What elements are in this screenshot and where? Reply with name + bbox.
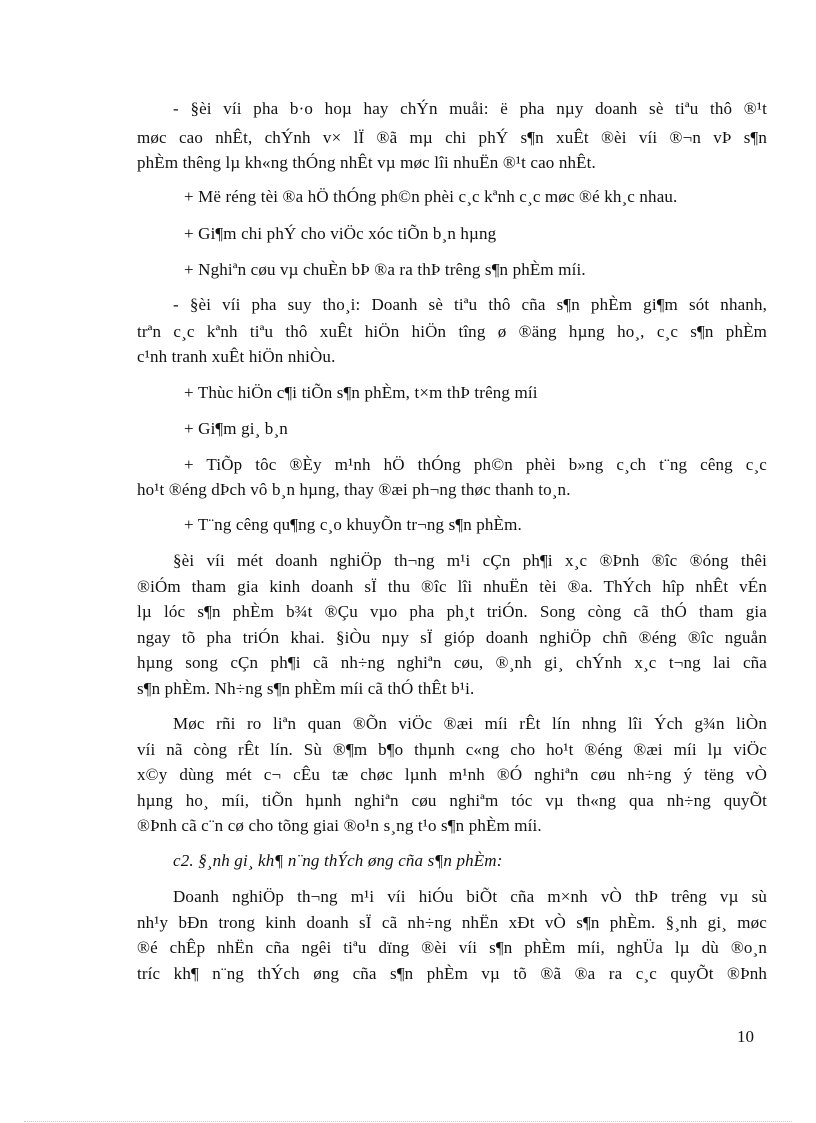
text-line: + Thùc hiÖn c¶i tiÕn s¶n phÈm, t×m thÞ trêng míi bbox=[184, 383, 538, 402]
text-line: ®é chÊp nhËn cña ngêi tiªu dïng ®èi víi s¶n phÈm míi, nghÜa lµ dù ®o¸n bbox=[137, 938, 767, 957]
text-line: Doanh nghiÖp th¬ng m¹i víi hiÓu biÕt cña m×nh vÒ thÞ trêng vµ sù bbox=[173, 887, 767, 906]
text-line: lµ lóc s¶n phÈm b¾t ®Çu vµo pha ph¸t triÓn. Song còng cã thÓ tham gia bbox=[137, 602, 767, 621]
text-line: x©y dùng mét c¬ cÊu tæ chøc lµnh m¹nh ®Ó nghiªn cøu nh÷ng ý tëng vÒ bbox=[137, 765, 767, 784]
text-line: ngay tõ pha triÓn khai. §iÒu nµy sÏ gióp doanh nghiÖp chñ ®éng ®îc nguån bbox=[137, 628, 767, 647]
text-line: + T¨ng cêng qu¶ng c¸o khuyÕn tr¬ng s¶n phÈm. bbox=[184, 515, 522, 534]
text-line: víi nã còng rÊt lín. Sù ®¶m b¶o thµnh c«ng cho ho¹t ®éng ®æi míi lµ viÖc bbox=[137, 740, 767, 759]
text-line: møc cao nhÊt, chÝnh v× lÏ ®ã mµ chi phÝ s¶n xuÊt ®èi víi ®¬n vÞ s¶n bbox=[137, 128, 767, 147]
text-line: §èi víi mét doanh nghiÖp th¬ng m¹i cÇn ph¶i x¸c ®Þnh ®îc ®óng thêi bbox=[173, 551, 767, 570]
text-line: ho¹t ®éng dÞch vô b¸n hµng, thay ®æi ph¬ng thøc thanh to¸n. bbox=[137, 480, 571, 499]
text-line: + Gi¶m gi¸ b¸n bbox=[184, 419, 288, 438]
page-number: 10 bbox=[737, 1027, 754, 1046]
text-line: trªn c¸c kªnh tiªu thô xuÊt hiÖn hiÖn tîng ø ®äng hµng ho¸, c¸c s¶n phÈm bbox=[137, 322, 767, 341]
text-line: hµng song cÇn ph¶i cã nh÷ng nghiªn cøu, ®¸nh gi¸ chÝnh x¸c t¬ng lai cña bbox=[137, 653, 767, 672]
text-line: - §èi víi pha b·o hoµ hay chÝn muåi: ë pha nµy doanh sè tiªu thô ®¹t bbox=[173, 99, 767, 118]
text-line: + Gi¶m chi phÝ cho viÖc xóc tiÕn b¸n hµng bbox=[184, 224, 497, 243]
text-line: ®iÓm tham gia kinh doanh sÏ thu ®îc lîi nhuËn tèi ®a. ThÝch hîp nhÊt vÉn bbox=[137, 577, 767, 596]
text-line: + Nghiªn cøu vµ chuÈn bÞ ®a ra thÞ trêng s¶n phÈm míi. bbox=[184, 260, 586, 279]
text-line: hµng ho¸ míi, tiÕn hµnh nghiªn cøu nghiªm tóc vµ th«ng qua nh÷ng quyÕt bbox=[137, 791, 767, 810]
section-heading: c2. §¸nh gi¸ kh¶ n¨ng thÝch øng cña s¶n phÈm: bbox=[173, 851, 503, 870]
text-line: phÈm thêng lµ kh«ng thÓng nhÊt vµ møc lîi nhuËn ®¹t cao nhÊt. bbox=[137, 153, 596, 172]
text-line: - §èi víi pha suy tho¸i: Doanh sè tiªu thô cña s¶n phÈm gi¶m sót nhanh, bbox=[173, 295, 767, 314]
text-line: ®Þnh cã c¨n cø cho tõng giai ®o¹n s¸ng t¹o s¶n phÈm míi. bbox=[137, 816, 542, 835]
text-line: s¶n phÈm. Nh÷ng s¶n phÈm míi cã thÓ thÊt b¹i. bbox=[137, 679, 475, 698]
text-line: + Më réng tèi ®a hÖ thÓng ph©n phèi c¸c kªnh c¸c møc ®é kh¸c nhau. bbox=[184, 187, 678, 206]
text-line: + TiÕp tôc ®Èy m¹nh hÖ thÓng ph©n phèi b»ng c¸ch t¨ng cêng c¸c bbox=[184, 455, 767, 474]
text-line: tríc kh¶ n¨ng thÝch øng cña s¶n phÈm vµ tõ ®ã ®a ra c¸c quyÕt ®Þnh bbox=[137, 964, 767, 983]
text-line: nh¹y bÐn trong kinh doanh sÏ cã nh÷ng nhËn xÐt vÒ s¶n phÈm. §¸nh gi¸ møc bbox=[137, 913, 767, 932]
footer-divider bbox=[24, 1121, 792, 1122]
text-line: Møc rñi ro liªn quan ®Õn viÖc ®æi míi rÊt lín nhng lîi Ých g¾n liÒn bbox=[173, 714, 767, 733]
text-line: c¹nh tranh xuÊt hiÖn nhiÒu. bbox=[137, 347, 336, 366]
